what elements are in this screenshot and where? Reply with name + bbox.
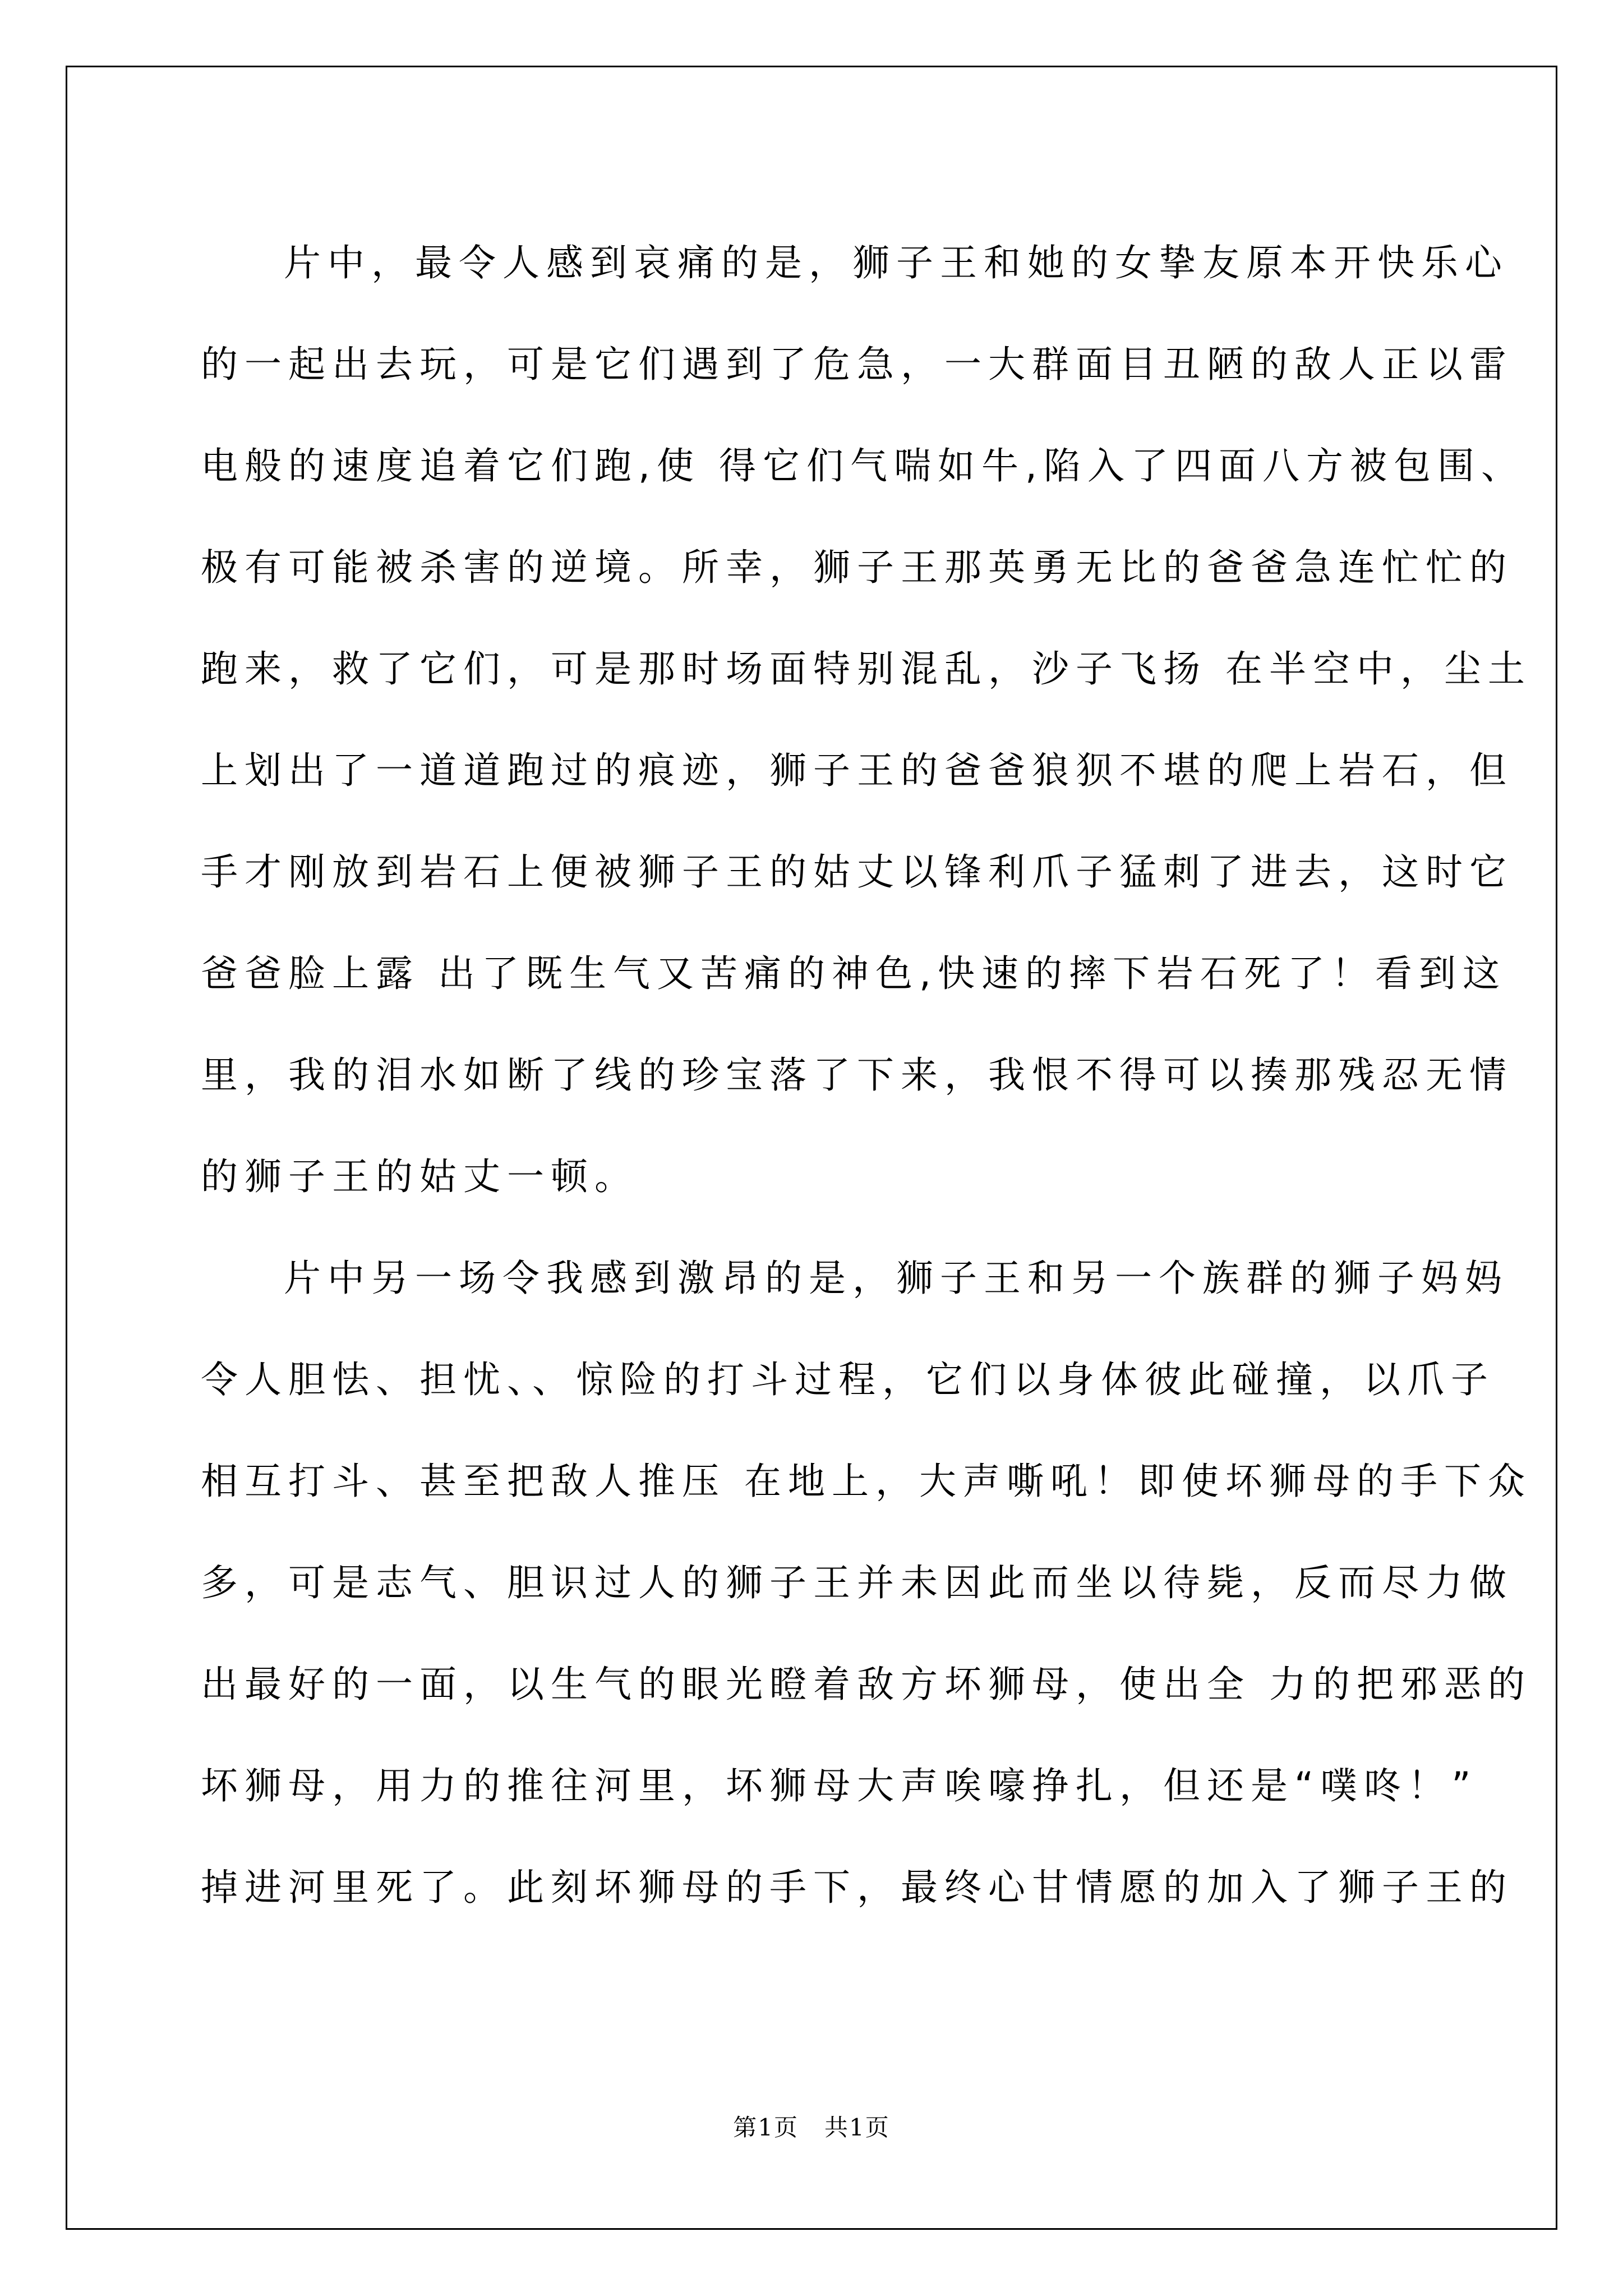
paragraph-1-line-9: 里，我的泪水如断了线的珍宝落了下来，我恨不得可以揍那残忍无情 — [201, 1053, 1513, 1097]
paragraph-2-line-4: 多，可是志气、胆识过人的狮子王并未因此而坐以待毙，反而尽力做 — [201, 1561, 1513, 1604]
paragraph-2-line-2: 令人胆怯、担忧、、惊险的打斗过程，它们以身体彼此碰撞，以爪子 — [201, 1358, 1495, 1401]
paragraph-1-line-5: 跑来，救了它们，可是那时场面特别混乱，沙子飞扬 在半空中，尘土 — [201, 647, 1532, 691]
paragraph-2-line-1: 片中另一场令我感到激昂的是，狮子王和另一个族群的狮子妈妈 — [284, 1257, 1509, 1300]
paragraph-1-line-8: 爸爸脸上露 出了既生气又苦痛的神色,快速的摔下岩石死了！看到这 — [201, 952, 1506, 995]
paragraph-1-line-10: 的狮子王的姑丈一顿。 — [201, 1155, 638, 1198]
paragraph-2-line-6: 坏狮母，用力的推往河里，坏狮母大声唉嚎挣扎，但还是“噗咚！” — [201, 1764, 1478, 1807]
paragraph-2-line-7: 掉进河里死了。此刻坏狮母的手下，最终心甘情愿的加入了狮子王的 — [201, 1866, 1513, 1909]
paragraph-1-line-7: 手才刚放到岩石上便被狮子王的姑丈以锋利爪子猛刺了进去，这时它 — [201, 850, 1513, 894]
paragraph-2-line-5: 出最好的一面，以生气的眼光瞪着敌方坏狮母，使出全 力的把邪恶的 — [201, 1663, 1532, 1706]
paragraph-1-line-4: 极有可能被杀害的逆境。所幸，狮子王那英勇无比的爸爸急连忙忙的 — [201, 546, 1513, 589]
paragraph-1-line-1: 片中，最令人感到哀痛的是，狮子王和她的女挚友原本开快乐心 — [284, 241, 1509, 284]
paragraph-1-line-3: 电般的速度追着它们跑,使 得它们气喘如牛,陷入了四面八方被包围、 — [201, 444, 1525, 487]
page-number-footer: 第1页 共1页 — [733, 2114, 890, 2141]
paragraph-1-line-2: 的一起出去玩，可是它们遇到了危急，一大群面目丑陋的敌人正以雷 — [201, 343, 1513, 386]
body-text — [201, 212, 1532, 1938]
paragraph-2-line-3: 相互打斗、甚至把敌人推压 在地上，大声嘶吼！即使坏狮母的手下众 — [201, 1460, 1532, 1503]
paragraph-1-line-6: 上划出了一道道跑过的痕迹，狮子王的爸爸狼狈不堪的爬上岩石，但 — [201, 749, 1513, 792]
